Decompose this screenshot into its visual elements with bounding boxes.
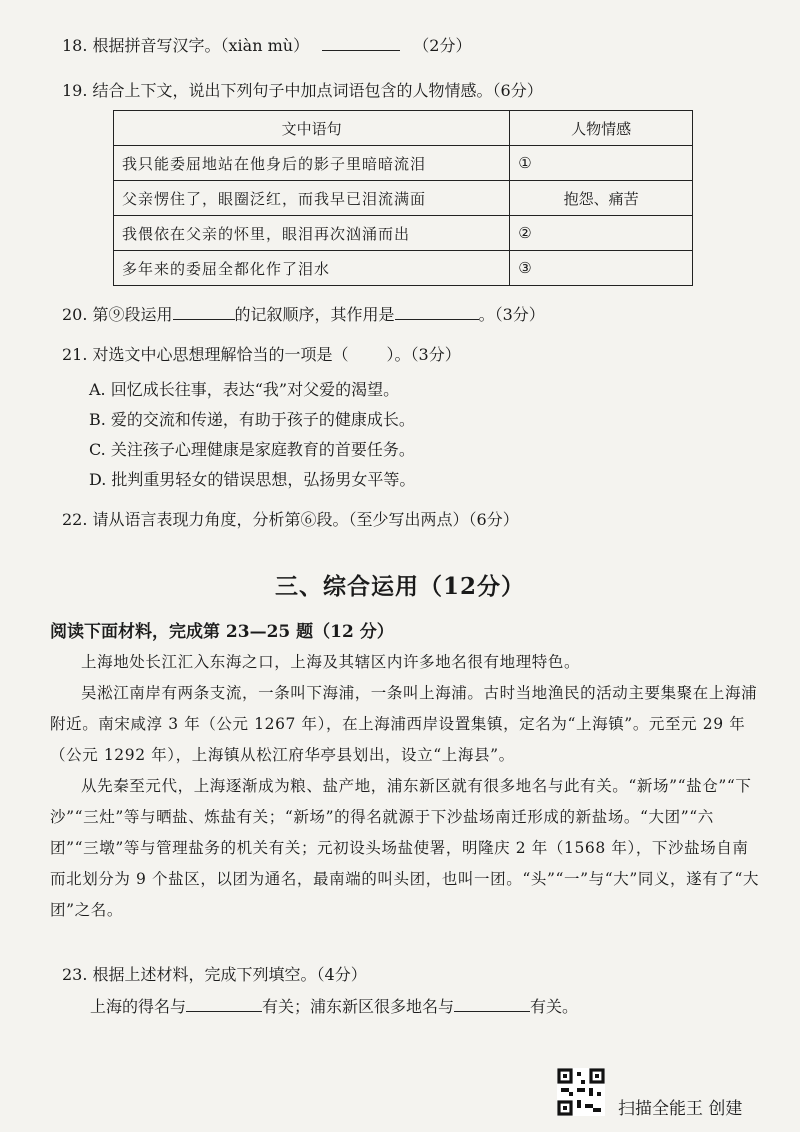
table-cell-emotion[interactable]: ① <box>510 146 693 181</box>
table-cell-sentence: 我只能委屈地站在他身后的影子里暗暗流泪 <box>114 146 510 181</box>
q20-effect-blank[interactable] <box>395 305 479 320</box>
q21-option-a[interactable]: A. 回忆成长往事，表达“我”对父爱的渴望。 <box>89 380 400 399</box>
q23-blank-2[interactable] <box>454 997 530 1012</box>
q20-part-b: 的记叙顺序，其作用是 <box>234 305 395 324</box>
qr-code-icon <box>557 1068 605 1116</box>
q20-order-blank[interactable] <box>173 305 235 320</box>
material-paragraph: 吴淞江南岸有两条支流，一条叫下海浦，一条叫上海浦。古时当地渔民的活动主要集聚在上海浦附近。南宋咸淳 3 年（公元 1267 年），在上海浦西岸设置集镇，定名为“上海镇”。元至元 29 年（公元 1292 年），上海镇从松江府华亭县划出，设立“上海县”。 <box>50 684 758 764</box>
question-18 <box>62 33 471 56</box>
table-row <box>114 251 693 286</box>
q20-part-c: 。（3分） <box>478 305 545 324</box>
q23-blank-1[interactable] <box>186 997 262 1012</box>
q23-fill-a: 上海的得名与 <box>90 997 187 1016</box>
table-cell-emotion[interactable]: ③ <box>510 251 693 286</box>
emotion-table <box>113 110 693 286</box>
q23-fill-line <box>90 994 578 1017</box>
q21-option-d[interactable]: D. 批判重男轻女的错误思想，弘扬男女平等。 <box>89 470 416 489</box>
material-paragraph: 上海地处长江汇入东海之口，上海及其辖区内许多地名很有地理特色。 <box>81 653 581 671</box>
material-paragraph: 从先秦至元代，上海逐渐成为粮、盐产地，浦东新区就有很多地名与此有关。“新场”“盐仓”“下沙”“三灶”等与晒盐、炼盐有关；“新场”的得名就源于下沙盐场南迁形成的新盐场。“大团”“六团”“三墩”等与管理盐务的机关有关；元初设头场盐使署，明隆庆 2 年（1568 年），下沙盐场自南而北划分为 9 个盐区，以团为通名，最南端的叫头团，也叫一团。“头”“一”与“大”同义，遂有了“大团”之名。 <box>50 777 760 919</box>
material-body <box>50 647 762 926</box>
table-cell-sentence: 多年来的委屈全都化作了泪水 <box>114 251 510 286</box>
q21-stem-end: ）。（3分） <box>386 345 461 364</box>
table-header-emotion: 人物情感 <box>510 111 693 146</box>
table-cell-emotion: 抱怨、痛苦 <box>510 181 693 216</box>
q18-score: （2分） <box>413 36 472 55</box>
q21-stem: 21. 对选文中心思想理解恰当的一项是（ <box>62 345 349 364</box>
q21-option-b[interactable]: B. 爱的交流和传递，有助于孩子的健康成长。 <box>89 410 415 429</box>
table-cell-emotion[interactable]: ② <box>510 216 693 251</box>
q20-part-a: 20. 第⑨段运用 <box>62 305 173 324</box>
section-title: 三、综合运用（12分） <box>274 573 525 600</box>
table-header-row <box>114 111 693 146</box>
table-row <box>114 216 693 251</box>
question-20 <box>62 302 545 325</box>
table-cell-sentence: 父亲愣住了，眼圈泛红，而我早已泪流满面 <box>114 181 510 216</box>
question-23: 23. 根据上述材料，完成下列填空。（4分） <box>62 965 367 984</box>
q18-text: 18. 根据拼音写汉字。（xiàn mù） <box>62 36 310 55</box>
q18-answer-blank[interactable] <box>322 36 400 51</box>
question-19: 19. 结合上下文，说出下列句子中加点词语包含的人物情感。（6分） <box>62 81 543 100</box>
watermark-text: 扫描全能王 创建 <box>618 1099 743 1119</box>
table-header-sentence: 文中语句 <box>114 111 510 146</box>
table-cell-sentence: 我偎依在父亲的怀里，眼泪再次汹涌而出 <box>114 216 510 251</box>
question-21 <box>62 342 461 365</box>
question-22: 22. 请从语言表现力角度，分析第⑥段。（至少写出两点）（6分） <box>62 510 519 529</box>
table-row <box>114 181 693 216</box>
table-row <box>114 146 693 181</box>
q21-option-c[interactable]: C. 关注孩子心理健康是家庭教育的首要任务。 <box>89 440 415 459</box>
q23-fill-c: 有关。 <box>530 997 579 1016</box>
q23-fill-b: 有关；浦东新区很多地名与 <box>262 997 455 1016</box>
material-title: 阅读下面材料，完成第 23—25 题（12 分） <box>50 622 394 642</box>
